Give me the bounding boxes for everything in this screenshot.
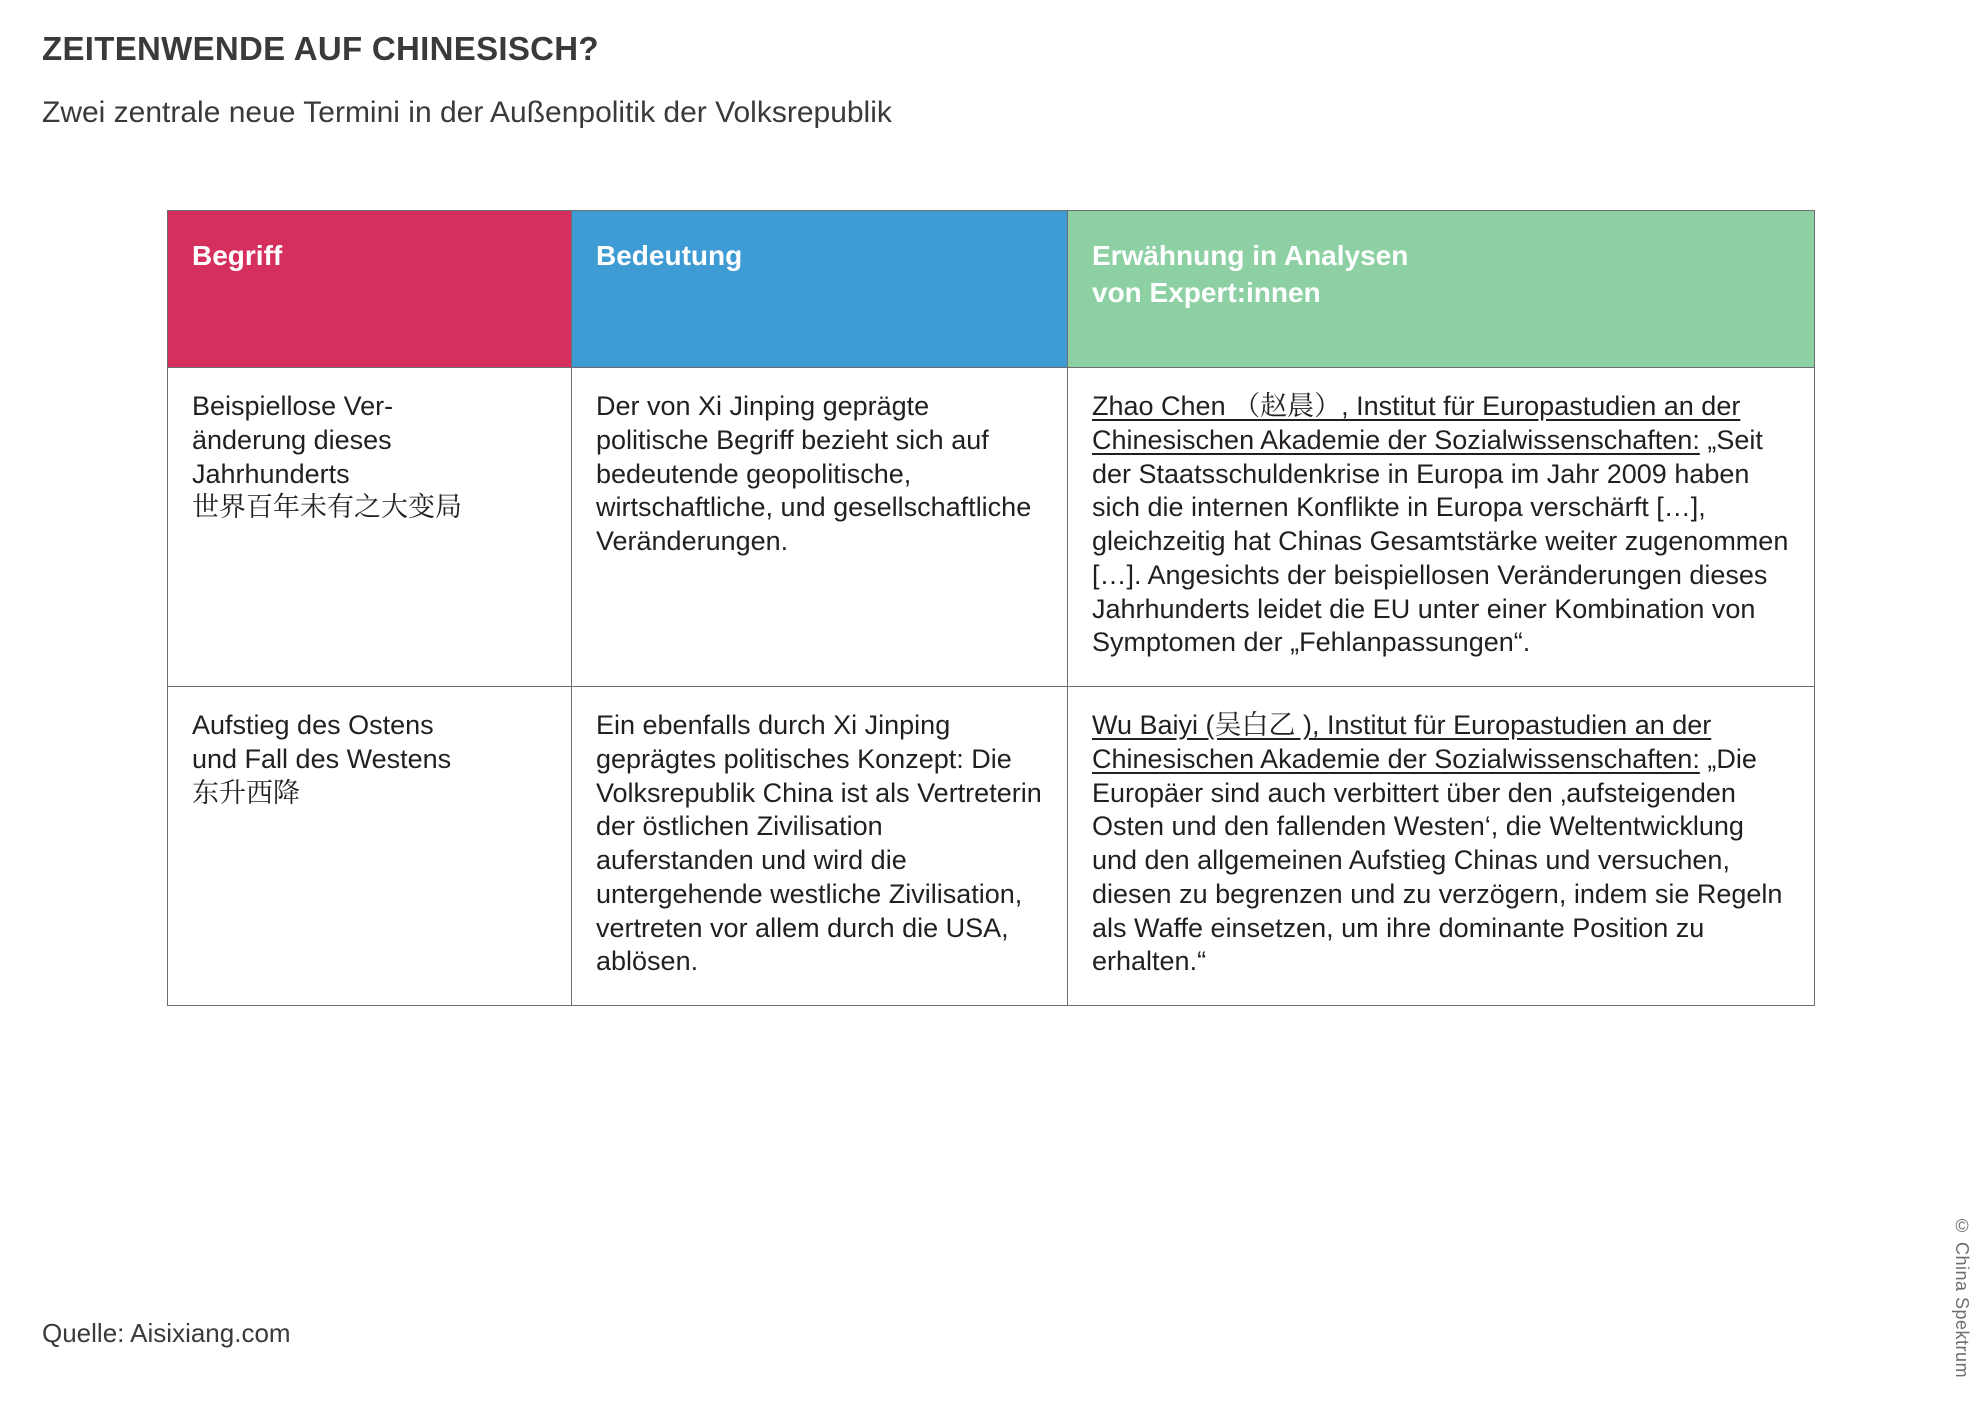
cell-begriff-1: [168, 368, 572, 687]
column-header-erwaehnung-line2: von Expert:innen: [1092, 277, 1321, 309]
cell-erwaehnung-2: [1068, 687, 1815, 1006]
cell-bedeutung-1: [572, 368, 1068, 687]
column-header-erwaehnung-line1: Erwähnung in Analysen: [1092, 240, 1409, 271]
begriff-1-line3: Jahrhunderts: [192, 458, 350, 489]
table-row: [168, 368, 1815, 687]
cell-bedeutung-2: [572, 687, 1068, 1006]
erwaehnung-2-quote: „Die Europäer sind auch verbittert über den ‚aufsteigenden Osten und den fallenden Westen‘, die Weltentwicklung und den allgemeinen Aufstieg Chinas und versuchen, diesen zu begrenzen und zu verzögern, indem sie Regeln als Waffe einsetzen, um ihre dominante Position zu erhalten.“: [1092, 743, 1783, 977]
begriff-1-line1: Beispiellose Ver-: [192, 391, 394, 421]
begriff-2-line2: und Fall des Westens: [192, 743, 452, 774]
bedeutung-1-text: Der von Xi Jinping geprägte politische Begriff bezieht sich auf bedeutende geopolitische, wirtschaftliche, und gesellschaftliche Veränderungen.: [596, 391, 1032, 556]
begriff-1-line2: änderung dieses: [192, 424, 392, 455]
cell-begriff-2: [168, 687, 572, 1006]
table-row: [168, 687, 1815, 1006]
erwaehnung-1-quote: „Seit der Staatsschuldenkrise in Europa im Jahr 2009 haben sich die internen Konflikte in Europa verschärft […], gleichzeitig hat Chinas Gesamtstärke weiter zugenommen […]. Angesichts der beispiellosen Veränderungen dieses Jahrhunderts leidet die EU unter einer Kombination von Symptomen der „Fehlanpassungen“.: [1092, 424, 1789, 658]
table-header-row: [168, 211, 1815, 368]
column-header-erwaehnung: [1068, 211, 1815, 368]
erwaehnung-1-source: Zhao Chen （赵晨）, Institut für Europastudien an der Chinesischen Akademie der Sozialwissenschaften:: [1092, 391, 1741, 455]
erwaehnung-2-paragraph: [1092, 709, 1790, 979]
bedeutung-2-text: Ein ebenfalls durch Xi Jinping geprägtes politisches Konzept: Die Volksrepublik China ist als Vertreterin der östlichen Zivilisation auferstanden und wird die untergehende westliche Zivilisation, vertreten vor allem durch die USA, ablösen.: [596, 710, 1042, 977]
table-header: [168, 211, 1815, 368]
page-title: ZEITENWENDE AUF CHINESISCH?: [42, 30, 599, 67]
terms-table: [167, 210, 1815, 1006]
erwaehnung-2-source: Wu Baiyi (吴白乙 ), Institut für Europastudien an der Chinesischen Akademie der Sozialwissenschaften:: [1092, 710, 1712, 774]
table-body: [168, 368, 1815, 1006]
begriff-1-chinese: 世界百年未有之大变局: [192, 492, 462, 524]
begriff-2-line1: Aufstieg des Ostens: [192, 710, 434, 740]
copyright-note: © China Spektrum: [1952, 1215, 1972, 1378]
source-note: Quelle: Aisixiang.com: [42, 1318, 291, 1348]
page-subtitle: Zwei zentrale neue Termini in der Außenpolitik der Volksrepublik: [42, 96, 892, 129]
begriff-2-chinese: 东升西降: [192, 777, 300, 809]
erwaehnung-1-paragraph: [1092, 390, 1790, 660]
column-header-bedeutung: Bedeutung: [572, 211, 1068, 368]
cell-erwaehnung-1: [1068, 368, 1815, 687]
column-header-begriff: Begriff: [168, 211, 572, 368]
